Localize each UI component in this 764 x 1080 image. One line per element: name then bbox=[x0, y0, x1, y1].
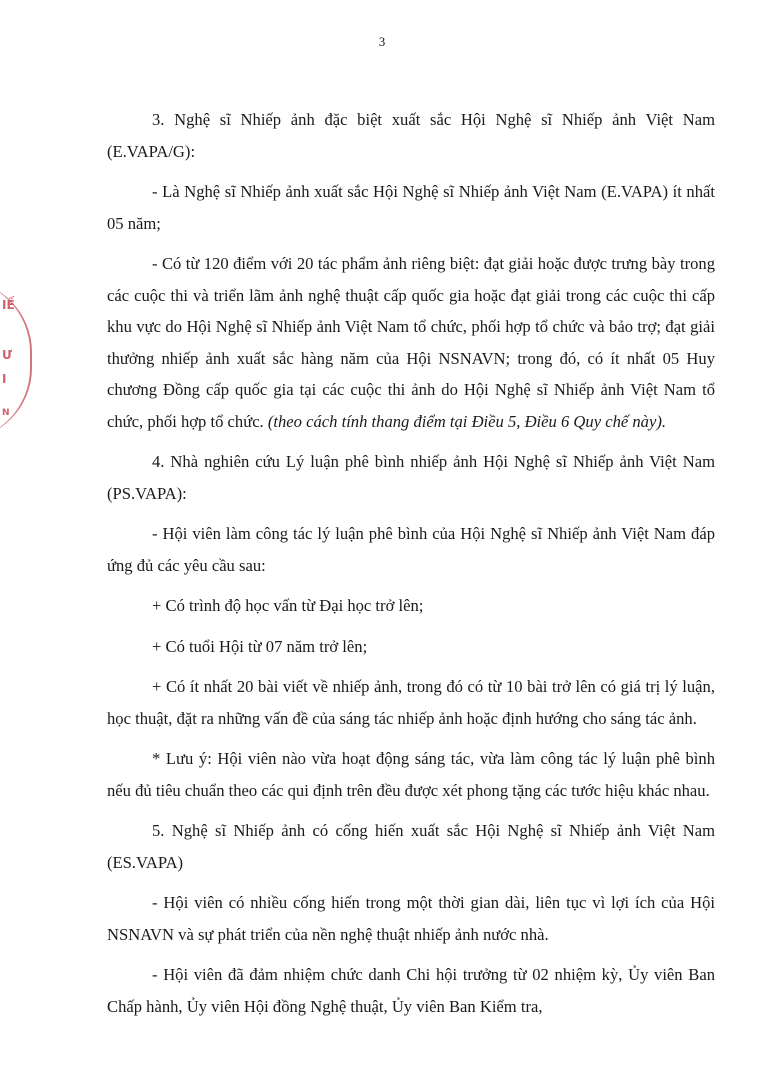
stamp-text: Ư bbox=[2, 348, 13, 362]
list-item: + Có trình độ học vấn từ Đại học trở lên; bbox=[152, 596, 424, 615]
paragraph: - Là Nghệ sĩ Nhiếp ảnh xuất sắc Hội Nghệ sĩ Nhiếp ảnh Việt Nam (E.VAPA) ít nhất 05 năm; bbox=[107, 182, 715, 233]
paragraph-heading-5: 5. Nghệ sĩ Nhiếp ảnh có cống hiến xuất sắc Hội Nghệ sĩ Nhiếp ảnh Việt Nam (ES.VAPA) bbox=[107, 821, 715, 872]
note-paragraph: * Lưu ý: Hội viên nào vừa hoạt động sáng tác, vừa làm công tác lý luận phê bình nếu đủ tiêu chuẩn theo các qui định trên đều được xét phong tặng các tước hiệu khác nhau. bbox=[107, 749, 715, 800]
page-number: 3 bbox=[378, 34, 386, 49]
list-item: + Có ít nhất 20 bài viết về nhiếp ảnh, trong đó có từ 10 bài trở lên có giá trị lý luận, học thuật, đặt ra những vấn đề của sáng tác nhiếp ảnh hoặc định hướng cho sáng tác ảnh. bbox=[107, 677, 715, 728]
paragraph-heading-3: 3. Nghệ sĩ Nhiếp ảnh đặc biệt xuất sắc Hội Nghệ sĩ Nhiếp ảnh Việt Nam (E.VAPA/G): bbox=[107, 110, 715, 161]
paragraph-heading-4: 4. Nhà nghiên cứu Lý luận phê bình nhiếp ảnh Hội Nghệ sĩ Nhiếp ảnh Việt Nam (PS.VAPA): bbox=[107, 452, 715, 503]
red-stamp-fragment bbox=[0, 290, 30, 440]
document-body bbox=[107, 104, 715, 1031]
stamp-text: I bbox=[2, 372, 7, 386]
paragraph-text: - Có từ 120 điểm với 20 tác phẩm ảnh riêng biệt: đạt giải hoặc được trưng bày trong các cuộc thi và triển lãm ảnh nghệ thuật cấp quốc gia hoặc đạt giải trong các cuộc thi cấp khu vực do Hội Nghệ sĩ Nhiếp ảnh Việt Nam tổ chức, phối hợp tổ chức và bảo trợ; đạt giải thưởng nhiếp ảnh xuất sắc hàng năm của Hội NSNAVN; trong đó, có ít nhất 05 Huy chương Đồng cấp quốc gia tại các cuộc thi ảnh do Hội Nghệ sĩ Nhiếp ảnh Việt Nam tổ chức, phối hợp tổ chức. bbox=[107, 254, 715, 431]
italic-note: (theo cách tính thang điểm tại Điều 5, Điều 6 Quy chế này). bbox=[267, 411, 667, 431]
stamp-text: IẾ bbox=[2, 298, 15, 312]
paragraph: - Hội viên làm công tác lý luận phê bình của Hội Nghệ sĩ Nhiếp ảnh Việt Nam đáp ứng đủ các yêu cầu sau: bbox=[107, 524, 715, 575]
paragraph: - Hội viên đã đảm nhiệm chức danh Chi hội trưởng từ 02 nhiệm kỳ, Ủy viên Ban Chấp hành, Ủy viên Hội đồng Nghệ thuật, Ủy viên Ban Kiểm tra, bbox=[107, 965, 715, 1016]
paragraph: - Hội viên có nhiều cống hiến trong một thời gian dài, liên tục vì lợi ích của Hội NSNAVN và sự phát triển của nền nghệ thuật nhiếp ảnh nước nhà. bbox=[107, 893, 715, 944]
stamp-text: N bbox=[2, 408, 10, 418]
list-item: + Có tuổi Hội từ 07 năm trở lên; bbox=[152, 636, 368, 656]
paragraph bbox=[107, 248, 715, 437]
